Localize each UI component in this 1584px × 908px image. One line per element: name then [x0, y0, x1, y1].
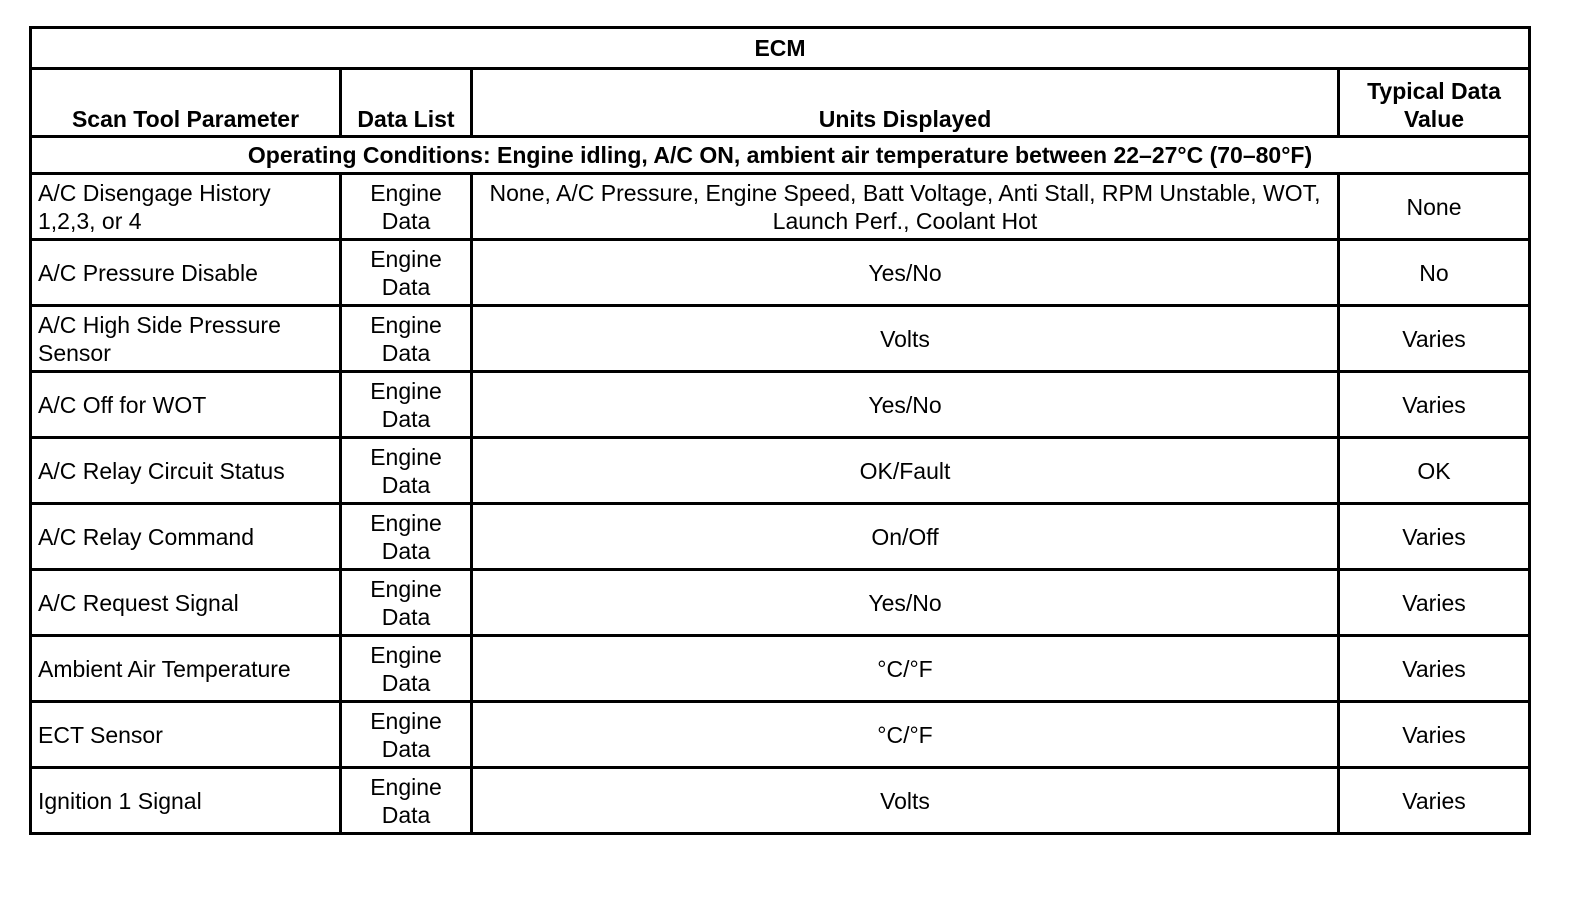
table-title-row — [31, 28, 1530, 69]
operating-conditions-row — [31, 137, 1530, 174]
cell-units-displayed: °C/°F — [472, 702, 1339, 768]
column-header-row — [31, 69, 1530, 137]
cell-scan-tool-parameter: ECT Sensor — [31, 702, 341, 768]
cell-typical-data-value: Varies — [1339, 570, 1530, 636]
table-row — [31, 306, 1530, 372]
cell-scan-tool-parameter: A/C Off for WOT — [31, 372, 341, 438]
cell-typical-data-value: OK — [1339, 438, 1530, 504]
table-row — [31, 702, 1530, 768]
cell-units-displayed: None, A/C Pressure, Engine Speed, Batt Voltage, Anti Stall, RPM Unstable, WOT, Launch Perf., Coolant Hot — [472, 174, 1339, 240]
cell-units-displayed: Yes/No — [472, 570, 1339, 636]
table-body — [31, 174, 1530, 834]
cell-units-displayed: On/Off — [472, 504, 1339, 570]
header-scan-tool-parameter: Scan Tool Parameter — [31, 69, 341, 137]
cell-data-list: Engine Data — [341, 768, 472, 834]
table-row — [31, 174, 1530, 240]
table-row — [31, 372, 1530, 438]
table-row — [31, 570, 1530, 636]
cell-typical-data-value: Varies — [1339, 504, 1530, 570]
header-data-list: Data List — [341, 69, 472, 137]
cell-units-displayed: °C/°F — [472, 636, 1339, 702]
cell-units-displayed: Yes/No — [472, 372, 1339, 438]
cell-units-displayed: Volts — [472, 306, 1339, 372]
cell-scan-tool-parameter: A/C Disengage History 1,2,3, or 4 — [31, 174, 341, 240]
table-row — [31, 240, 1530, 306]
cell-data-list: Engine Data — [341, 504, 472, 570]
cell-typical-data-value: None — [1339, 174, 1530, 240]
cell-typical-data-value: Varies — [1339, 768, 1530, 834]
ecm-data-table-container — [29, 26, 1528, 835]
operating-conditions: Operating Conditions: Engine idling, A/C ON, ambient air temperature between 22–27°C (70–80°F) — [31, 137, 1530, 174]
cell-data-list: Engine Data — [341, 174, 472, 240]
table-row — [31, 636, 1530, 702]
cell-scan-tool-parameter: A/C Relay Command — [31, 504, 341, 570]
cell-data-list: Engine Data — [341, 306, 472, 372]
cell-data-list: Engine Data — [341, 636, 472, 702]
cell-scan-tool-parameter: A/C Pressure Disable — [31, 240, 341, 306]
table-title: ECM — [31, 28, 1530, 69]
cell-typical-data-value: Varies — [1339, 306, 1530, 372]
cell-data-list: Engine Data — [341, 240, 472, 306]
cell-scan-tool-parameter: Ignition 1 Signal — [31, 768, 341, 834]
table-row — [31, 768, 1530, 834]
cell-units-displayed: OK/Fault — [472, 438, 1339, 504]
cell-data-list: Engine Data — [341, 438, 472, 504]
cell-units-displayed: Yes/No — [472, 240, 1339, 306]
ecm-data-table — [29, 26, 1531, 835]
cell-data-list: Engine Data — [341, 372, 472, 438]
cell-data-list: Engine Data — [341, 702, 472, 768]
cell-units-displayed: Volts — [472, 768, 1339, 834]
table-row — [31, 504, 1530, 570]
cell-typical-data-value: Varies — [1339, 702, 1530, 768]
cell-scan-tool-parameter: A/C High Side Pressure Sensor — [31, 306, 341, 372]
cell-scan-tool-parameter: Ambient Air Temperature — [31, 636, 341, 702]
cell-typical-data-value: No — [1339, 240, 1530, 306]
cell-typical-data-value: Varies — [1339, 372, 1530, 438]
cell-scan-tool-parameter: A/C Request Signal — [31, 570, 341, 636]
cell-typical-data-value: Varies — [1339, 636, 1530, 702]
header-typical-data-value: Typical Data Value — [1339, 69, 1530, 137]
cell-data-list: Engine Data — [341, 570, 472, 636]
cell-scan-tool-parameter: A/C Relay Circuit Status — [31, 438, 341, 504]
table-row — [31, 438, 1530, 504]
header-units-displayed: Units Displayed — [472, 69, 1339, 137]
